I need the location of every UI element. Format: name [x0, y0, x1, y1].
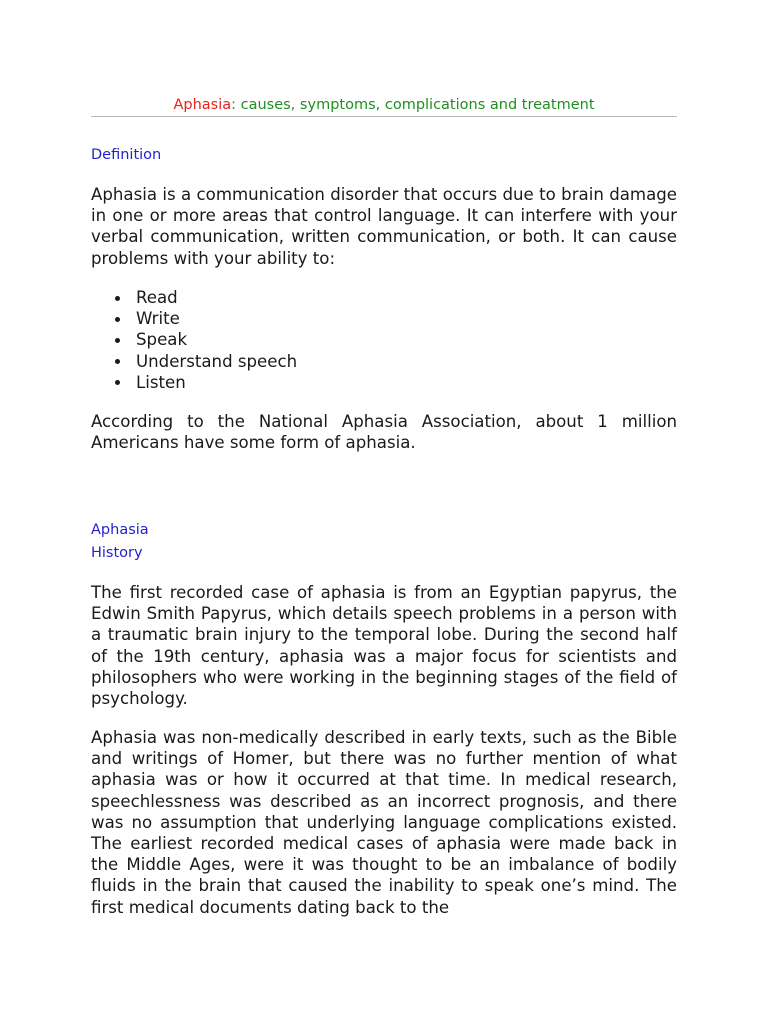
bullet-icon: [115, 359, 120, 364]
history-paragraph-1: The first recorded case of aphasia is from an Egyptian papyrus, the Edwin Smith Papyrus, which details speech problems in a person with a traumatic brain injury to the temporal lobe. During the second half of the 19th century, aphasia was a major focus for scientists and philosophers who were working in the beginning stages of the field of psychology.: [91, 583, 677, 709]
list-item: [91, 287, 297, 308]
title-divider: [91, 116, 677, 117]
title-subtitle: : causes, symptoms, complications and treatment: [231, 97, 595, 113]
definition-heading: Definition: [91, 147, 162, 163]
history-paragraph-2: Aphasia was non-medically described in early texts, such as the Bible and writings of Homer, but there was no further mention of what aphasia was or how it occurred at that time. In medical research, speechlessness was described as an incorrect prognosis, and there was no assumption that underlying language complications existed. The earliest recorded medical cases of aphasia were made back in the Middle Ages, were it was thought to be an imbalance of bodily fluids in the brain that caused the inability to speak one’s mind. The first medical documents dating back to the: [91, 728, 677, 917]
history-heading-line2: History: [91, 545, 143, 561]
statistic-paragraph: According to the National Aphasia Association, about 1 million Americans have some form of aphasia.: [91, 412, 677, 453]
list-item: [91, 372, 297, 393]
list-item: [91, 308, 297, 329]
title-keyword: Aphasia: [173, 97, 232, 113]
bullet-icon: [115, 317, 120, 322]
bullet-icon: [115, 338, 120, 343]
list-item-label: Understand speech: [136, 351, 298, 371]
history-heading-line1: Aphasia: [91, 522, 149, 538]
list-item-label: Write: [136, 309, 180, 329]
list-item: [91, 351, 297, 372]
bullet-icon: [115, 380, 120, 385]
document-title: [91, 95, 677, 115]
abilities-list: [91, 287, 297, 393]
definition-paragraph: Aphasia is a communication disorder that occurs due to brain damage in one or more areas that control language. It can interfere with your verbal communication, written communication, or both. It can cause problems with your ability to:: [91, 185, 677, 268]
list-item-label: Read: [136, 288, 178, 307]
list-item-label: Listen: [136, 372, 186, 392]
list-item: [91, 329, 297, 350]
list-item-label: Speak: [136, 330, 188, 350]
bullet-icon: [115, 296, 120, 301]
